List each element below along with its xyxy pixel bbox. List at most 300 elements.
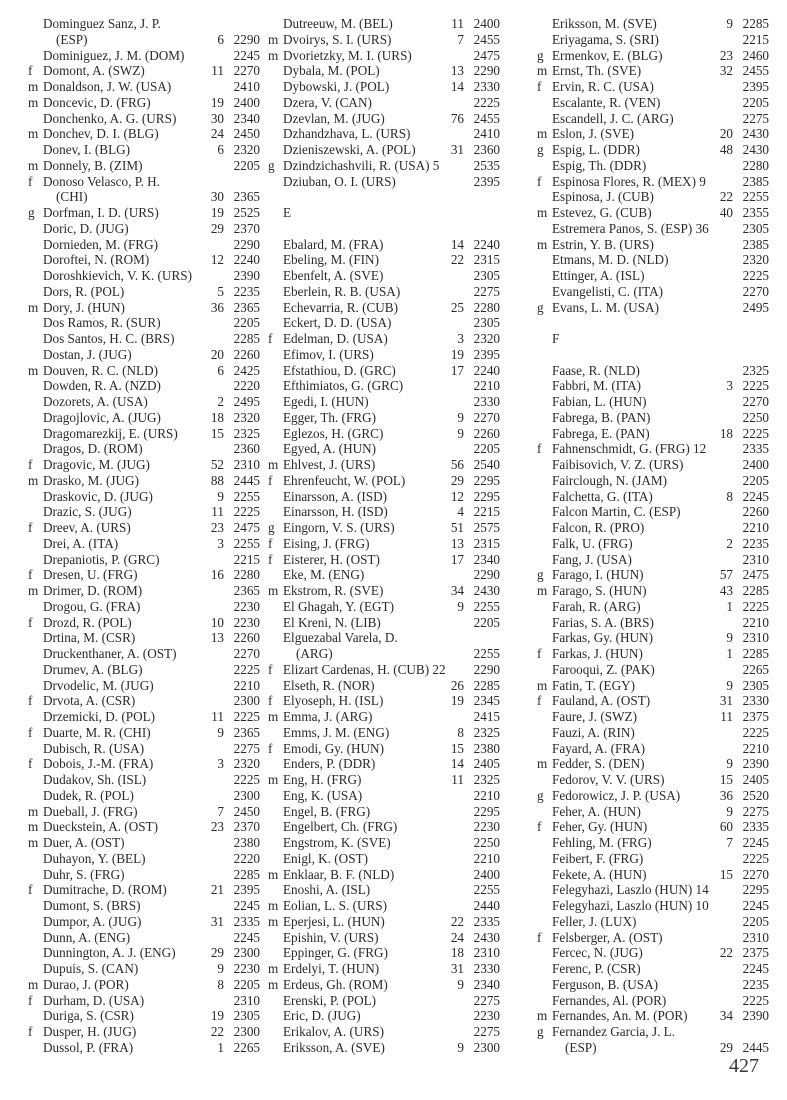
player-name: Eglezos, H. (GRC)	[283, 425, 384, 441]
player-rating: 2240	[233, 252, 260, 268]
player-entry-continuation	[268, 646, 500, 662]
player-name: Fedorov, V. V. (URS)	[552, 772, 665, 787]
player-games: 1	[726, 646, 733, 661]
player-games: 23	[719, 47, 733, 63]
player-rating: 2210	[742, 520, 769, 535]
player-rating: 2330	[473, 394, 500, 409]
player-entry	[28, 48, 260, 64]
player-entry	[268, 804, 500, 820]
player-name: Elseth, R. (NOR)	[283, 677, 375, 693]
player-games: 9	[217, 488, 224, 504]
player-name: Faure, J. (SWZ)	[552, 709, 637, 724]
player-name: Dos Ramos, R. (SUR)	[43, 315, 161, 331]
player-entry	[28, 898, 260, 914]
player-rating: 2270	[233, 646, 260, 661]
player-rating: 2280	[233, 567, 260, 583]
player-entry	[28, 914, 260, 930]
player-name: Efthimiatos, G. (GRC)	[283, 378, 404, 394]
player-rating: 2370	[233, 819, 260, 835]
player-entry	[268, 993, 500, 1009]
player-name: Farah, R. (ARG)	[552, 598, 641, 614]
player-name: Ebenfelt, A. (SVE)	[283, 268, 384, 283]
player-name: Dragojlovic, A. (JUG)	[43, 409, 161, 425]
player-entry	[268, 378, 500, 394]
player-games: 15	[450, 740, 464, 756]
player-rating: 2385	[742, 173, 769, 189]
player-entry	[537, 473, 769, 489]
player-games: 19	[210, 205, 224, 220]
player-rating: 2270	[233, 63, 260, 79]
player-name: (ESP)	[56, 31, 88, 47]
player-title: f	[268, 661, 273, 677]
player-rating: 2430	[473, 583, 500, 598]
player-name: Donnely, B. (ZIM)	[43, 157, 143, 173]
player-entry	[537, 583, 769, 599]
player-name: Dostan, J. (JUG)	[43, 346, 132, 362]
player-entry	[28, 1040, 260, 1056]
player-name: Escalante, R. (VEN)	[552, 94, 661, 110]
player-rating: 2345	[473, 693, 500, 709]
player-rating: 2285	[233, 866, 260, 882]
player-games: 29	[450, 472, 464, 488]
player-entry	[268, 851, 500, 867]
player-title: m	[537, 236, 548, 252]
player-title: f	[28, 614, 33, 630]
player-name: Engel, B. (FRG)	[283, 803, 371, 819]
player-rating: 2310	[742, 630, 769, 646]
player-entry	[537, 48, 769, 64]
player-name: Dreev, A. (URS)	[43, 520, 131, 535]
player-entry	[537, 378, 769, 394]
player-title: f	[268, 472, 273, 488]
player-rating: 2360	[473, 142, 500, 157]
player-entry	[28, 552, 260, 568]
player-rating: 2215	[473, 504, 500, 520]
player-rating: 2310	[233, 992, 260, 1008]
player-entry	[268, 457, 500, 473]
player-rating: 2285	[742, 16, 769, 31]
player-games: 1	[217, 1039, 224, 1055]
player-entry	[28, 536, 260, 552]
player-title: g	[268, 520, 275, 535]
player-entry	[268, 252, 500, 268]
player-rating: 2255	[233, 535, 260, 551]
player-title: m	[268, 898, 279, 913]
player-games: 8	[457, 724, 464, 740]
player-games: 34	[719, 1008, 733, 1024]
player-rating: 2365	[233, 299, 260, 315]
player-games: 9	[457, 1039, 464, 1055]
player-entry	[268, 678, 500, 694]
player-title: f	[268, 740, 273, 756]
player-name: Erdelyi, T. (HUN)	[283, 961, 380, 976]
player-entry	[268, 772, 500, 788]
player-games: 43	[719, 583, 733, 598]
player-entry	[268, 441, 500, 457]
player-rating: 2290	[233, 236, 260, 252]
player-entry	[537, 867, 769, 883]
player-games: 15	[719, 772, 733, 787]
player-entry	[537, 993, 769, 1009]
player-entry	[537, 1008, 769, 1024]
player-name: Etmans, M. D. (NLD)	[552, 252, 669, 268]
player-entry-continuation	[537, 1040, 769, 1056]
player-rating: 2285	[742, 646, 769, 661]
player-rating: 2520	[742, 787, 769, 803]
player-title: f	[537, 441, 542, 457]
player-entry	[28, 426, 260, 442]
player-name: Estrin, Y. B. (URS)	[552, 236, 654, 252]
player-name: El Ghagah, Y. (EGT)	[283, 598, 394, 614]
player-rating: 2245	[742, 961, 769, 976]
player-entry	[537, 725, 769, 741]
player-name: Fekete, A. (HUN)	[552, 866, 647, 882]
player-entry	[28, 646, 260, 662]
player-title: f	[28, 882, 33, 898]
player-entry	[537, 221, 769, 237]
player-games: 11	[211, 709, 224, 724]
player-name: Ervin, R. C. (USA)	[552, 79, 654, 94]
player-entry	[537, 678, 769, 694]
player-name: Dozorets, A. (USA)	[43, 394, 148, 409]
player-games: 76	[450, 110, 464, 126]
player-entry	[537, 945, 769, 961]
player-rating: 2285	[473, 677, 500, 693]
player-games: 23	[210, 819, 224, 835]
player-title: f	[537, 819, 542, 835]
player-rating: 2395	[473, 346, 500, 362]
player-rating: 2215	[233, 551, 260, 567]
player-rating: 2255	[473, 646, 500, 661]
player-entry	[28, 221, 260, 237]
player-name: Dudakov, Sh. (ISL)	[43, 772, 147, 787]
player-games: 40	[719, 205, 733, 220]
player-rating: 2225	[742, 425, 769, 441]
player-rating: 2430	[742, 142, 769, 157]
player-entry	[268, 158, 500, 174]
player-name: Eng, H. (FRG)	[283, 772, 362, 787]
player-games: 7	[726, 835, 733, 850]
player-name: Engelbert, Ch. (FRG)	[283, 819, 398, 835]
player-name: Evans, L. M. (USA)	[552, 299, 659, 315]
player-rating: 2410	[473, 126, 500, 142]
player-title: m	[28, 819, 39, 835]
player-entry	[537, 489, 769, 505]
player-rating: 2305	[742, 677, 769, 693]
player-name: Erenski, P. (POL)	[283, 992, 377, 1008]
player-name: Doroshkievich, V. K. (URS)	[43, 268, 192, 283]
player-rating: 2280	[473, 299, 500, 315]
player-games: 29	[210, 945, 224, 961]
player-name: Dumont, S. (BRS)	[43, 898, 141, 913]
player-name: Farago, I. (HUN)	[552, 567, 644, 583]
player-name: Feher, Gy. (HUN)	[552, 819, 648, 835]
player-name: Domont, A. (SWZ)	[43, 63, 145, 79]
player-rating: 2295	[742, 882, 769, 898]
player-name: Elguezabal Varela, D.	[283, 630, 398, 646]
player-entry	[268, 315, 500, 331]
player-rating: 2210	[473, 850, 500, 866]
player-entry	[537, 788, 769, 804]
player-name: Emma, J. (ARG)	[283, 709, 373, 724]
player-entry	[537, 772, 769, 788]
player-rating: 2210	[742, 614, 769, 630]
player-entry	[537, 898, 769, 914]
player-games: 6	[217, 362, 224, 378]
player-title: f	[28, 992, 33, 1008]
player-entry	[537, 930, 769, 946]
player-entry	[268, 410, 500, 426]
player-entry	[28, 63, 260, 79]
player-name: Enigl, K. (OST)	[283, 850, 368, 866]
player-entry	[28, 315, 260, 331]
player-rating: 2395	[473, 173, 500, 189]
player-rating: 2270	[473, 409, 500, 425]
player-games: 9	[217, 961, 224, 976]
player-name: Drvota, A. (CSR)	[43, 693, 136, 709]
player-rating: 2295	[473, 488, 500, 504]
player-title: f	[28, 756, 33, 772]
player-title: f	[537, 693, 542, 709]
player-rating: 2400	[233, 94, 260, 110]
section-letter: E	[283, 205, 292, 220]
player-games: 9	[726, 630, 733, 646]
player-name: Fayard, A. (FRA)	[552, 740, 646, 756]
player-title: m	[28, 976, 39, 992]
player-name: Ettinger, A. (ISL)	[552, 268, 645, 283]
player-name: Duarte, M. R. (CHI)	[43, 724, 151, 740]
player-rating: 2335	[742, 819, 769, 835]
player-name: Donchev, D. I. (BLG)	[43, 126, 159, 142]
player-name: Doroftei, N. (ROM)	[43, 252, 150, 268]
player-entry	[28, 804, 260, 820]
player-name: Dos Santos, H. C. (BRS)	[43, 331, 175, 346]
player-entry	[268, 174, 500, 190]
player-name: Egyed, A. (HUN)	[283, 441, 377, 457]
player-rating: 2295	[473, 472, 500, 488]
player-entry	[537, 977, 769, 993]
player-games: 22	[210, 1024, 224, 1039]
player-entry	[537, 520, 769, 536]
player-title: m	[28, 126, 39, 142]
player-rating: 2325	[473, 772, 500, 787]
player-title: m	[28, 362, 39, 378]
player-entry	[28, 1024, 260, 1040]
player-name: Druckenthaner, A. (OST)	[43, 646, 177, 661]
player-entry	[28, 394, 260, 410]
player-title: m	[537, 126, 548, 142]
player-title: f	[268, 331, 273, 346]
player-rating: 2330	[473, 961, 500, 976]
player-rating: 2370	[233, 220, 260, 236]
player-title: g	[537, 47, 544, 63]
column-1	[28, 16, 260, 1056]
player-rating: 2250	[742, 409, 769, 425]
player-rating: 2280	[742, 157, 769, 173]
player-name: Enoshi, A. (ISL)	[283, 882, 371, 898]
player-name: Dzhandzhava, L. (URS)	[283, 126, 411, 142]
player-entry	[268, 756, 500, 772]
player-name: Dvorietzky, M. I. (URS)	[283, 47, 412, 63]
player-entry	[28, 977, 260, 993]
player-entry	[537, 126, 769, 142]
player-entry-continuation	[28, 189, 260, 205]
player-name: Dzindzichashvili, R. (USA) 5	[283, 157, 440, 173]
player-entry	[268, 142, 500, 158]
section-spacer	[268, 189, 500, 205]
player-rating: 2475	[473, 47, 500, 63]
player-rating: 2330	[742, 693, 769, 709]
player-name: Eising, J. (FRG)	[283, 535, 370, 551]
player-entry	[268, 552, 500, 568]
player-name: Drvodelic, M. (JUG)	[43, 677, 154, 693]
player-entry	[28, 489, 260, 505]
player-name: Dybala, M. (POL)	[283, 63, 380, 79]
player-entry	[537, 567, 769, 583]
player-rating: 2205	[742, 913, 769, 929]
player-rating: 2325	[742, 362, 769, 378]
player-rating: 2495	[233, 394, 260, 409]
player-games: 30	[210, 189, 224, 205]
player-title: m	[537, 205, 548, 220]
player-entry	[28, 882, 260, 898]
player-entry	[537, 268, 769, 284]
player-games: 10	[210, 614, 224, 630]
player-entry	[28, 567, 260, 583]
player-rating: 2320	[742, 252, 769, 268]
player-title: g	[537, 567, 544, 583]
player-title: f	[28, 63, 33, 79]
player-rating: 2270	[742, 866, 769, 882]
player-name: Dunn, A. (ENG)	[43, 929, 131, 945]
player-entry	[28, 599, 260, 615]
player-games: 29	[719, 1039, 733, 1055]
player-name: Eriksson, M. (SVE)	[552, 16, 657, 31]
player-rating: 2245	[233, 929, 260, 945]
player-entry	[28, 205, 260, 221]
player-rating: 2290	[473, 63, 500, 79]
player-rating: 2225	[742, 598, 769, 614]
player-rating: 2390	[742, 1008, 769, 1024]
player-games: 12	[210, 252, 224, 268]
player-rating: 2275	[742, 803, 769, 819]
player-games: 8	[726, 488, 733, 504]
player-rating: 2445	[742, 1039, 769, 1055]
player-rating: 2330	[473, 79, 500, 94]
player-title: m	[268, 772, 279, 787]
player-rating: 2210	[473, 378, 500, 394]
player-title: m	[537, 63, 548, 79]
player-entry	[28, 678, 260, 694]
player-entry	[28, 835, 260, 851]
section-heading	[537, 331, 769, 347]
player-games: 24	[210, 126, 224, 142]
player-rating: 2260	[233, 630, 260, 646]
player-games: 9	[726, 16, 733, 31]
player-rating: 2210	[742, 740, 769, 756]
player-title: m	[268, 913, 279, 929]
player-games: 13	[450, 535, 464, 551]
player-games: 1	[726, 598, 733, 614]
player-rating: 2210	[233, 677, 260, 693]
player-games: 31	[719, 693, 733, 709]
player-entry	[268, 300, 500, 316]
player-games: 25	[450, 299, 464, 315]
player-name: Escandell, J. C. (ARG)	[552, 110, 674, 126]
player-entry	[268, 363, 500, 379]
player-entry	[268, 473, 500, 489]
player-entry	[537, 599, 769, 615]
player-name: Dussol, P. (FRA)	[43, 1039, 134, 1055]
player-rating: 2390	[233, 268, 260, 283]
player-entry	[28, 993, 260, 1009]
player-rating: 2320	[473, 331, 500, 346]
player-name: Eisterer, H. (OST)	[283, 551, 380, 567]
player-name: Fang, J. (USA)	[552, 551, 632, 567]
player-entry	[28, 268, 260, 284]
player-rating: 2205	[233, 976, 260, 992]
player-name: Espig, Th. (DDR)	[552, 157, 647, 173]
player-games: 18	[450, 945, 464, 961]
player-rating: 2245	[742, 835, 769, 850]
player-name: Engstrom, K. (SVE)	[283, 835, 391, 850]
player-rating: 2390	[742, 756, 769, 772]
player-title: m	[268, 583, 279, 598]
player-entry	[28, 520, 260, 536]
player-entry	[268, 426, 500, 442]
player-games: 4	[457, 504, 464, 520]
player-rating: 2285	[742, 583, 769, 598]
player-entry	[28, 331, 260, 347]
player-games: 14	[450, 756, 464, 772]
player-rating: 2240	[473, 236, 500, 252]
player-rating: 2230	[233, 598, 260, 614]
player-entry	[537, 819, 769, 835]
player-games: 60	[719, 819, 733, 835]
player-rating: 2275	[473, 283, 500, 299]
player-title: m	[28, 79, 39, 94]
player-entry	[28, 126, 260, 142]
player-games: 3	[726, 378, 733, 394]
player-entry	[537, 615, 769, 631]
player-name: Duhayon, Y. (BEL)	[43, 850, 146, 866]
player-entry	[28, 111, 260, 127]
player-name: Farooqui, Z. (PAK)	[552, 661, 655, 677]
player-name: Egger, Th. (FRG)	[283, 409, 376, 425]
player-rating: 2355	[742, 205, 769, 220]
player-name: Douven, R. C. (NLD)	[43, 362, 159, 378]
player-entry	[537, 835, 769, 851]
player-name: Feller, J. (LUX)	[552, 913, 637, 929]
player-rating: 2260	[233, 346, 260, 362]
player-rating: 2300	[233, 787, 260, 803]
player-name: Felegyhazi, Laszlo (HUN) 14	[552, 882, 709, 898]
player-entry	[28, 583, 260, 599]
player-rating: 2205	[742, 94, 769, 110]
player-title: m	[28, 583, 39, 598]
player-title: m	[268, 457, 279, 472]
player-rating: 2225	[742, 850, 769, 866]
player-title: m	[268, 31, 279, 47]
player-entry	[537, 174, 769, 190]
player-name: Ermenkov, E. (BLG)	[552, 47, 663, 63]
player-rating: 2310	[742, 551, 769, 567]
player-entry	[268, 630, 500, 646]
player-games: 18	[210, 409, 224, 425]
player-entry	[537, 914, 769, 930]
player-name: Farago, S. (HUN)	[552, 583, 647, 598]
player-title: m	[28, 803, 39, 819]
